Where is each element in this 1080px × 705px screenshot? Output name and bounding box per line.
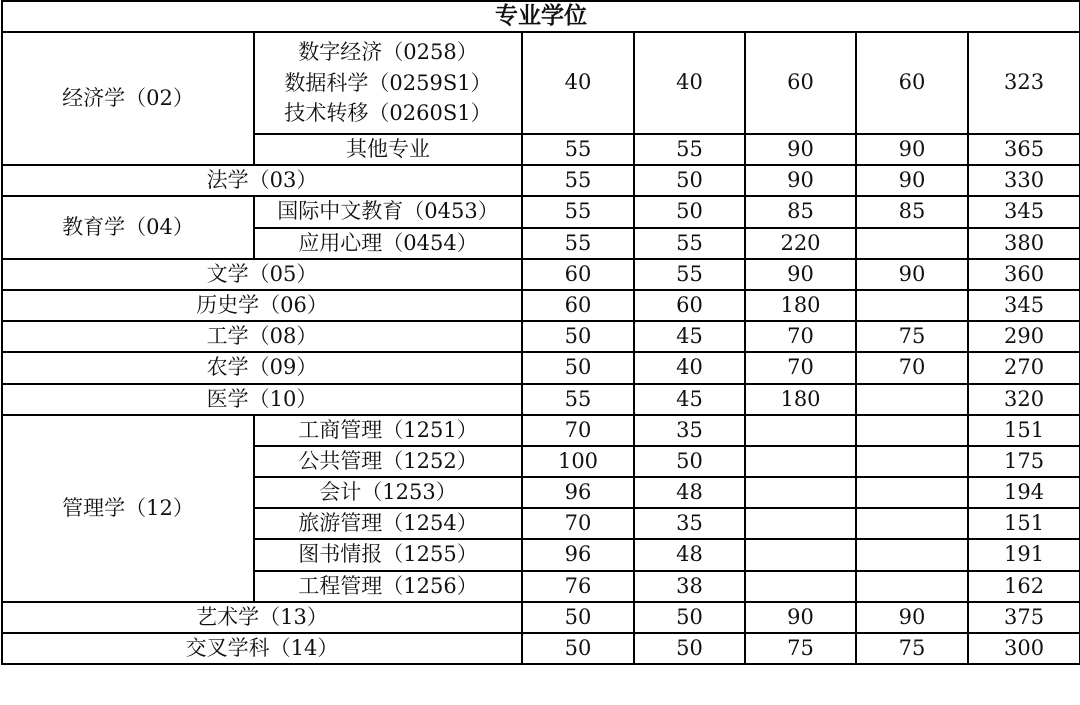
score-cell (856, 508, 968, 539)
total-cell: 345 (968, 290, 1080, 321)
total-cell: 300 (968, 633, 1080, 664)
total-cell: 330 (968, 165, 1080, 196)
table-row (2, 415, 1080, 446)
score-cell: 100 (522, 446, 634, 477)
subcategory-cell: 应用心理（0454） (254, 228, 522, 259)
subcategory-cell: 国际中文教育（0453） (254, 196, 522, 227)
total-cell: 175 (968, 446, 1080, 477)
total-cell: 365 (968, 134, 1080, 165)
score-cell: 55 (522, 134, 634, 165)
score-cell: 90 (745, 259, 856, 290)
subcategory-line: 技术转移（0260S1） (284, 101, 492, 126)
score-cell: 60 (634, 290, 745, 321)
total-cell: 320 (968, 384, 1080, 415)
score-cell: 75 (856, 321, 968, 352)
subcategory-cell: 图书情报（1255） (254, 539, 522, 570)
score-cell: 85 (745, 196, 856, 227)
category-cell: 工学（08） (2, 321, 522, 352)
score-cell: 40 (634, 32, 745, 134)
score-table (1, 0, 1080, 665)
table-row (2, 32, 1080, 134)
score-cell: 70 (522, 508, 634, 539)
score-cell: 35 (634, 508, 745, 539)
subcategory-cell (254, 32, 522, 134)
score-cell: 40 (634, 352, 745, 383)
score-cell: 55 (634, 259, 745, 290)
subcategory-cell: 公共管理（1252） (254, 446, 522, 477)
table-row (2, 290, 1080, 321)
table-row (2, 196, 1080, 227)
score-cell: 50 (522, 321, 634, 352)
table-row (2, 633, 1080, 664)
total-cell: 360 (968, 259, 1080, 290)
total-cell: 270 (968, 352, 1080, 383)
score-cell: 45 (634, 321, 745, 352)
score-cell: 38 (634, 571, 745, 602)
category-cell: 医学（10） (2, 384, 522, 415)
table-row (2, 321, 1080, 352)
score-cell: 55 (634, 228, 745, 259)
subcategory-cell: 其他专业 (254, 134, 522, 165)
table-title: 专业学位 (2, 1, 1080, 32)
score-cell (856, 477, 968, 508)
score-cell: 55 (522, 384, 634, 415)
score-cell: 90 (856, 602, 968, 633)
score-cell: 75 (856, 633, 968, 664)
score-cell: 55 (634, 134, 745, 165)
score-cell (745, 446, 856, 477)
score-cell: 48 (634, 477, 745, 508)
total-cell: 290 (968, 321, 1080, 352)
score-cell: 60 (745, 32, 856, 134)
score-cell: 55 (522, 165, 634, 196)
score-cell: 75 (745, 633, 856, 664)
score-cell: 90 (856, 165, 968, 196)
score-cell: 85 (856, 196, 968, 227)
score-cell: 55 (522, 196, 634, 227)
table-row (2, 352, 1080, 383)
score-cell (856, 290, 968, 321)
category-cell: 经济学（02） (2, 32, 254, 165)
total-cell: 151 (968, 508, 1080, 539)
score-cell (856, 415, 968, 446)
score-cell: 90 (745, 134, 856, 165)
score-cell (856, 384, 968, 415)
category-cell: 交叉学科（14） (2, 633, 522, 664)
score-cell: 48 (634, 539, 745, 570)
score-cell: 50 (522, 633, 634, 664)
table-row (2, 165, 1080, 196)
score-cell: 55 (522, 228, 634, 259)
score-cell: 50 (634, 633, 745, 664)
score-cell (856, 228, 968, 259)
score-cell (745, 508, 856, 539)
score-cell (745, 571, 856, 602)
total-cell: 194 (968, 477, 1080, 508)
score-cell: 96 (522, 539, 634, 570)
score-cell: 60 (522, 290, 634, 321)
score-cell: 50 (522, 602, 634, 633)
score-cell: 90 (745, 602, 856, 633)
score-cell (856, 539, 968, 570)
score-cell: 50 (634, 165, 745, 196)
score-cell: 50 (522, 352, 634, 383)
score-cell: 90 (745, 165, 856, 196)
score-cell: 90 (856, 134, 968, 165)
subcategory-line: 数字经济（0258） (298, 40, 478, 65)
total-cell: 162 (968, 571, 1080, 602)
score-cell: 45 (634, 384, 745, 415)
score-cell: 180 (745, 290, 856, 321)
category-cell: 法学（03） (2, 165, 522, 196)
score-cell (745, 539, 856, 570)
total-cell: 380 (968, 228, 1080, 259)
score-cell: 40 (522, 32, 634, 134)
category-cell: 农学（09） (2, 352, 522, 383)
score-cell: 60 (522, 259, 634, 290)
score-cell: 35 (634, 415, 745, 446)
table-row (2, 602, 1080, 633)
table-row (2, 384, 1080, 415)
score-cell: 96 (522, 477, 634, 508)
category-cell: 历史学（06） (2, 290, 522, 321)
total-cell: 323 (968, 32, 1080, 134)
category-cell: 管理学（12） (2, 415, 254, 602)
score-cell: 220 (745, 228, 856, 259)
score-cell: 76 (522, 571, 634, 602)
score-cell: 70 (522, 415, 634, 446)
category-cell: 文学（05） (2, 259, 522, 290)
title-row (2, 1, 1080, 32)
score-cell: 50 (634, 602, 745, 633)
subcategory-cell: 工商管理（1251） (254, 415, 522, 446)
score-cell: 50 (634, 446, 745, 477)
total-cell: 345 (968, 196, 1080, 227)
score-cell: 60 (856, 32, 968, 134)
subcategory-cell: 会计（1253） (254, 477, 522, 508)
subcategory-cell: 旅游管理（1254） (254, 508, 522, 539)
total-cell: 375 (968, 602, 1080, 633)
score-cell: 180 (745, 384, 856, 415)
table-row (2, 259, 1080, 290)
subcategory-line: 数据科学（0259S1） (284, 70, 492, 95)
score-cell: 70 (745, 321, 856, 352)
category-cell: 艺术学（13） (2, 602, 522, 633)
score-cell: 50 (634, 196, 745, 227)
score-cell: 70 (856, 352, 968, 383)
subcategory-cell: 工程管理（1256） (254, 571, 522, 602)
score-cell: 90 (856, 259, 968, 290)
score-cell (856, 571, 968, 602)
score-cell (745, 477, 856, 508)
score-cell (856, 446, 968, 477)
score-cell: 70 (745, 352, 856, 383)
total-cell: 191 (968, 539, 1080, 570)
score-cell (745, 415, 856, 446)
category-cell: 教育学（04） (2, 196, 254, 258)
total-cell: 151 (968, 415, 1080, 446)
